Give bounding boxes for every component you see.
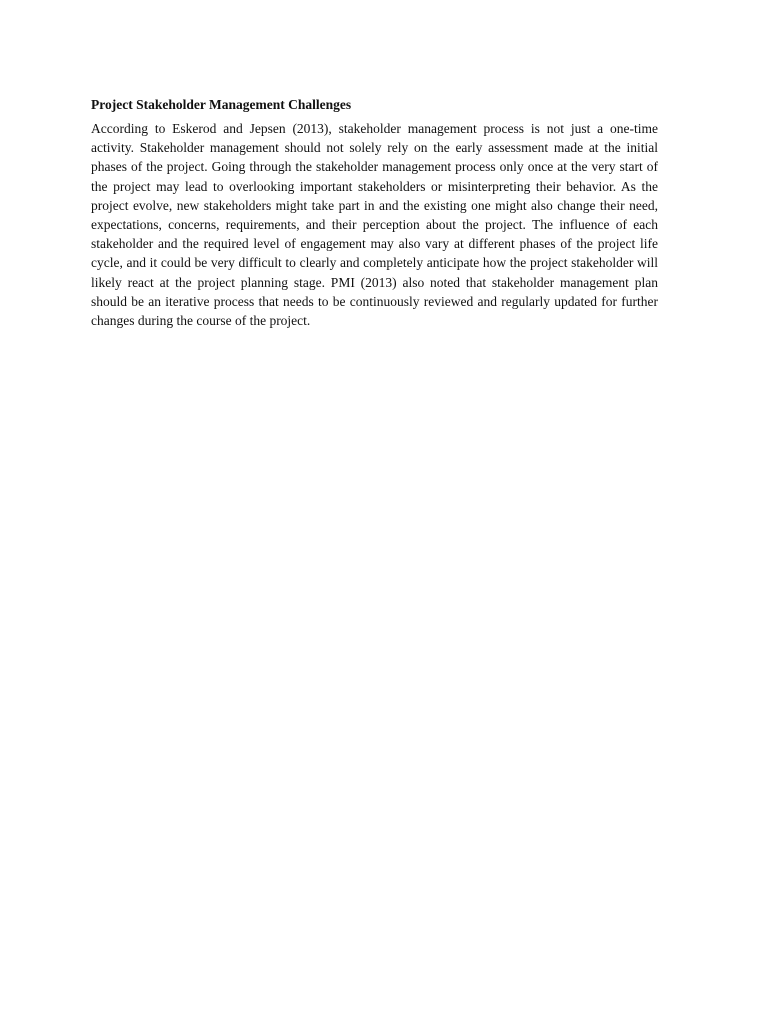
body-paragraph: According to Eskerod and Jepsen (2013), stakeholder management process is not just a one-time activity. Stakeholder management should not solely rely on the early assessment made at the initial phases of the project. Going through the stakeholder management process only once at the very start of the project may lead to overlooking important stakeholders or misinterpreting their behavior. As the project evolve, new stakeholders might take part in and the existing one might also change their need, expectations, concerns, requirements, and their perception about the project. The influence of each stakeholder and the required level of engagement may also vary at different phases of the project life cycle, and it could be very difficult to clearly and completely anticipate how the project stakeholder will likely react at the project planning stage. PMI (2013) also noted that stakeholder management plan should be an iterative process that needs to be continuously reviewed and regularly updated for further changes during the course of the project. — [91, 121, 658, 329]
document-content — [91, 95, 658, 330]
section-heading: Project Stakeholder Management Challenges — [91, 97, 352, 112]
